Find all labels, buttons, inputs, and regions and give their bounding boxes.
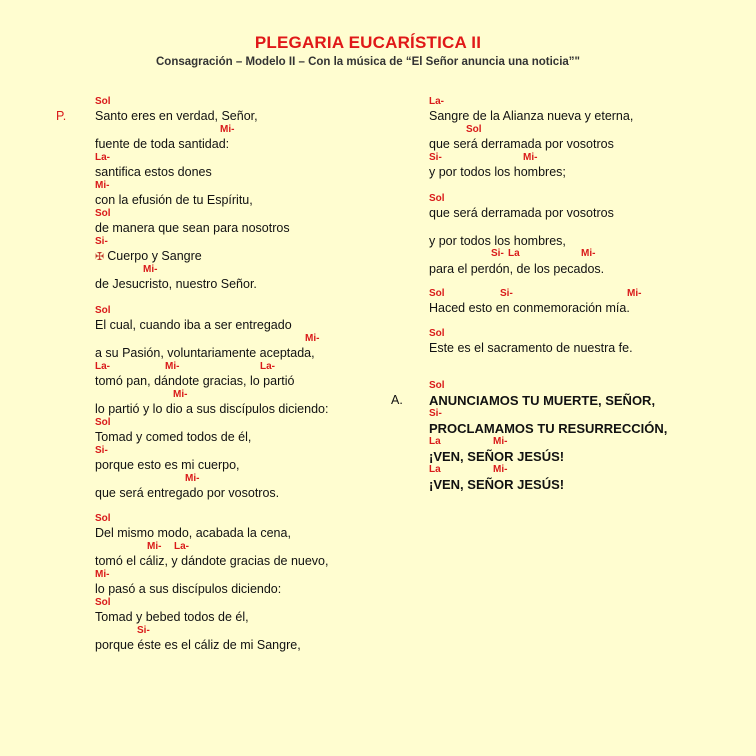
chord: La- [260,361,275,372]
chord: Sol [429,193,445,204]
chord: Mi- [581,248,596,259]
chord: Mi- [185,473,200,484]
lyric-text: tomó pan, dándote gracias, lo partió [95,374,295,388]
lyric-text: para el perdón, de los pecados. [429,262,605,276]
lyric-text: y por todos los hombres, [429,234,566,248]
lyric-line [95,249,202,263]
lyric-text: porque esto es mi cuerpo, [95,458,240,472]
lyric-line [95,318,292,332]
chord: Si- [491,248,504,259]
lyric-text: ANUNCIAMOS TU MUERTE, SEÑOR, [429,393,656,408]
chord: Si- [137,625,150,636]
lyric-line [429,449,564,464]
lyric-text: Este es el sacramento de nuestra fe. [429,341,633,355]
chord: La- [429,96,444,107]
lyric-text: Cuerpo y Sangre [107,249,202,263]
lyric-text: El cual, cuando iba a ser entregado [95,318,292,332]
lyric-line [95,193,253,207]
chord: Mi- [95,180,110,191]
lyric-text: lo pasó a sus discípulos diciendo: [95,582,282,596]
chord: Sol [95,417,111,428]
lyric-line [95,374,294,388]
lyric-line [429,234,566,248]
chord: La- [174,541,189,552]
lyric-text: fuente de toda santidad: [95,137,230,151]
lyric-line [95,554,328,568]
page-title: PLEGARIA EUCARÍSTICA II [254,33,482,52]
cross-icon: ✠ [95,251,105,263]
chord: Sol [429,380,445,391]
chord: Mi- [147,541,162,552]
lyric-text: Sangre de la Alianza nueva y eterna, [429,109,634,123]
chord: Mi- [220,124,235,135]
lyric-line [429,137,614,151]
chord: La [508,248,520,259]
lyric-line [95,277,257,291]
chord: Si- [500,288,513,299]
lyric-line [429,109,633,123]
chord: La [429,464,441,475]
lyric-text: que será derramada por vosotros [429,206,614,220]
lyric-text: Tomad y bebed todos de él, [95,610,249,624]
lyric-line [95,526,291,540]
lyric-text: porque éste es el cáliz de mi Sangre, [95,638,301,652]
chord: La- [95,152,110,163]
lyric-text: y por todos los hombres; [429,165,566,179]
lyric-text: santifica estos dones [95,165,212,179]
lyric-line [95,165,212,179]
lyric-line [95,109,258,123]
chord: Si- [95,236,108,247]
chord: Mi- [627,288,642,299]
lyric-text: con la efusión de tu Espíritu, [95,193,253,207]
chord: Si- [95,445,108,456]
lyric-text: Del mismo modo, acabada la cena, [95,526,291,540]
lyric-text: ¡VEN, SEÑOR JESÚS! [429,477,565,492]
lyric-text: a su Pasión, voluntariamente aceptada, [95,346,315,360]
chord: Mi- [165,361,180,372]
lyric-line [95,402,328,416]
lyric-line [429,477,564,492]
chord: Mi- [493,464,508,475]
lyric-line [95,137,229,151]
chord: Si- [429,152,442,163]
lyric-text: Haced esto en conmemoración mía. [429,301,630,315]
chord: La- [95,361,110,372]
lyric-line [429,393,655,408]
lyric-text: tomó el cáliz, y dándote gracias de nuevo, [95,554,329,568]
chord: Mi- [143,264,158,275]
lyric-text: que será entregado por vosotros. [95,486,280,500]
chord: Mi- [523,152,538,163]
chord: Sol [95,305,111,316]
lyric-line [429,301,630,315]
lyric-line [95,638,301,652]
lyric-line [95,430,251,444]
lyric-line [95,486,279,500]
role-priest: P. [56,109,67,123]
lyric-line [95,582,281,596]
chord: Sol [429,288,445,299]
lyric-text: de Jesucristo, nuestro Señor. [95,277,257,291]
lyric-text: Santo eres en verdad, Señor, [95,109,258,123]
chord: Si- [429,408,442,419]
lyric-line [95,346,315,360]
chord: Sol [466,124,482,135]
lyric-line [95,458,240,472]
chord: Sol [95,208,111,219]
chord: La [429,436,441,447]
chord: Mi- [493,436,508,447]
lyric-line [429,262,604,276]
lyric-line [95,610,249,624]
chord: Sol [95,597,111,608]
lyric-text: Tomad y comed todos de él, [95,430,252,444]
chord: Mi- [95,569,110,580]
lyric-text: PROCLAMAMOS TU RESURRECCIÓN, [429,421,668,436]
chord: Sol [429,328,445,339]
lyric-text: que será derramada por vosotros [429,137,614,151]
chord: Mi- [173,389,188,400]
lyric-line [429,421,667,436]
lyric-text: lo partió y lo dio a sus discípulos diciendo: [95,402,329,416]
role-assembly: A. [391,393,403,407]
chord: Mi- [305,333,320,344]
lyric-line [95,221,290,235]
lyric-line [429,206,614,220]
chord: Sol [95,513,111,524]
chord: Sol [95,96,111,107]
lyric-line [429,341,633,355]
lyric-text: ¡VEN, SEÑOR JESÚS! [429,449,565,464]
lyric-line [429,165,566,179]
lyric-text: de manera que sean para nosotros [95,221,290,235]
page-subtitle: Consagración – Modelo II – Con la música de “El Señor anuncia una noticia”" [155,56,580,68]
